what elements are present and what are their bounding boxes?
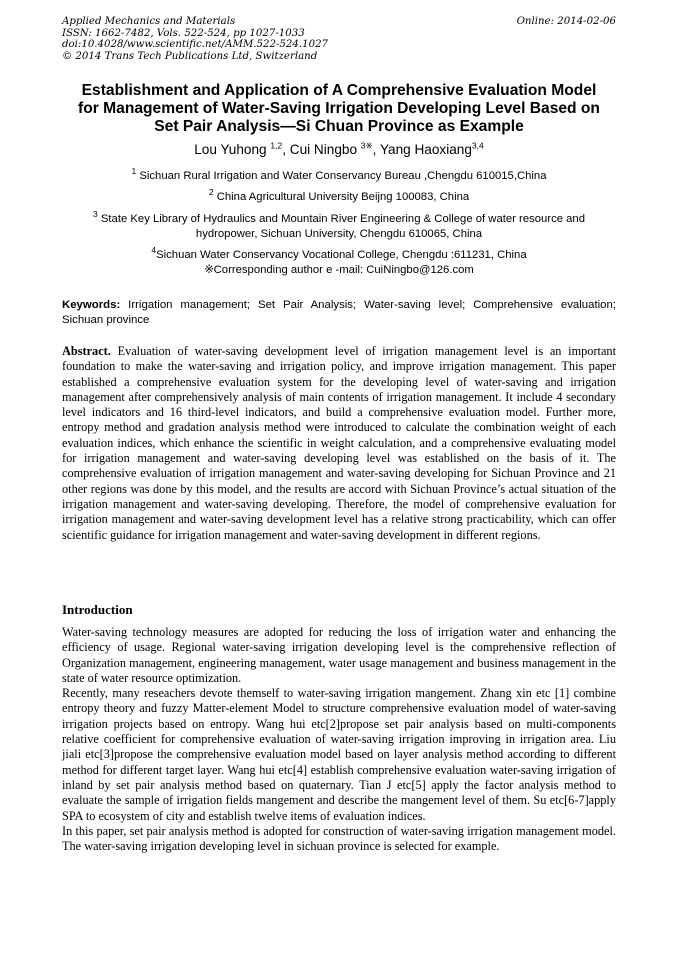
paragraph: Water-saving technology measures are adopted for reducing the loss of irrigation water and enhancing the efficiency of usage. Regional water-saving irrigation developing level is the comprehensive reflection of Organization management, engineering management, water usage management and business management in the state of water resource optimization. [62, 625, 616, 685]
abstract-text: Evaluation of water-saving development level of irrigation management level is an important foundation to make the water-saving and irrigation policy, and improve irrigation management. This paper established a comprehensive evaluation system for the developing level of water-saving and irrigation management after comprehensively analysis of main contents of irrigation management. It include 4 secondary level indicators and 16 third-level indicators, and build a comprehensive evaluation model. Further more, entropy method and gradation analysis method were introduced to calculate the combination weight of each evaluation indices, which enhance the scientific in weight calculation, and a comprehensive evaluating model for irrigation management and water-saving developing level was established on the basis of it. The comprehensive evaluation of irrigation management and water-saving developing for Sichuan Province and 21 other regions was done by this model, and the results are accord with Sichuan Province’s actual situation of the irrigation management and water-saving developing. Therefore, the model of comprehensive evaluation for irrigation management and water-saving development level has a relative strong practicability, which can offer scientific guidance for irrigation management and water-saving development in different regions. [62, 344, 616, 542]
affiliation-text: State Key Library of Hydraulics and Mountain River Engineering & College of water resource and [100, 213, 585, 225]
abstract-block [62, 344, 616, 543]
affiliation-text: China Agricultural University Beijng 100083, China [216, 191, 470, 203]
author-name: Cui Ningbo [289, 142, 358, 157]
online-date: Online: 2014-02-06 [516, 16, 616, 27]
affiliation-3 [58, 209, 620, 242]
affiliation-1 [62, 166, 616, 184]
keywords-label: Keywords: [62, 299, 121, 311]
corresponding-author: ※Corresponding author e -mail: CuiNingbo@126.com [204, 264, 474, 276]
paragraph: Recently, many reseachers devote themself to water-saving irrigation mangement. Zhang xin etc [1] combine entropy theory and fuzzy Matter-element Model to structure comprehensive evaluation model of water-saving irrigation projects based on entropy. Wang hui etc[2]propose set pair analysis based on multi-components relative coefficient for comprehensive evaluation of water-saving irrigation improving in irrigation area. Liu jiali etc[3]propose the comprehensive evaluation model based on layer analysis method according to different method for different target layer. Wang hui etc[4] establish comprehensive evaluation water-saving irrigation of inland by set pair analysis method based on quaternary. Tian J etc[5] apply the factor analysis method to evaluate the sample of irrigation fields mangement and describe the mangement level of them. Su etc[6-7]apply SPA to ecosystem of city and establish twelve items of evaluation indices. [62, 686, 616, 823]
author-separator: , [282, 142, 290, 157]
author-affiliation-mark: 3,4 [471, 140, 484, 151]
affiliation-number: 3 [92, 209, 98, 220]
keywords-text: Irrigation management; Set Pair Analysis; Water-saving level; Comprehensive evaluation; Sichuan province [62, 299, 616, 326]
paper-title [58, 82, 620, 136]
author-separator: , [372, 142, 380, 157]
abstract-label: Abstract. [62, 344, 111, 358]
affiliation-number: 2 [208, 187, 214, 198]
journal-header [62, 16, 616, 62]
author-affiliation-mark: 1,2 [270, 140, 283, 151]
affiliation-2 [62, 187, 616, 205]
author-list [58, 141, 620, 158]
paragraph: In this paper, set pair analysis method is adopted for construction of water-saving irrigation management model. The water-saving irrigation developing level in sichuan province is selected for example. [62, 823, 616, 854]
introduction-body [62, 625, 616, 854]
keywords-block [62, 298, 616, 328]
affiliation-text: hydropower, Sichuan University, Chengdu 610065, China [195, 228, 483, 240]
author-name: Lou Yuhong [194, 142, 267, 157]
issn-line: ISSN: 1662-7482, Vols. 522-524, pp 1027-1033 [62, 27, 305, 39]
journal-name: Applied Mechanics and Materials [62, 16, 236, 27]
doi-line: doi:10.4028/www.scientific.net/AMM.522-524.1027 [62, 39, 329, 50]
author-affiliation-mark: 3※ [360, 140, 373, 151]
title-line: Establishment and Application of A Comprehensive Evaluation Model [81, 82, 597, 99]
copyright-line: © 2014 Trans Tech Publications Ltd, Switzerland [62, 50, 318, 62]
affiliation-4 [62, 245, 616, 263]
section-heading: Introduction [62, 602, 133, 617]
affiliation-number: 1 [131, 166, 137, 177]
affiliation-number: 4 [151, 245, 157, 256]
title-line: for Management of Water-Saving Irrigation Developing Level Based on [78, 100, 600, 117]
title-line: Set Pair Analysis—Si Chuan Province as Example [154, 118, 524, 135]
affiliation-text: Sichuan Water Conservancy Vocational College, Chengdu :611231, China [156, 249, 527, 261]
author-name: Yang Haoxiang [379, 142, 472, 157]
affiliation-text: Sichuan Rural Irrigation and Water Conservancy Bureau ,Chengdu 610015,China [139, 170, 547, 182]
